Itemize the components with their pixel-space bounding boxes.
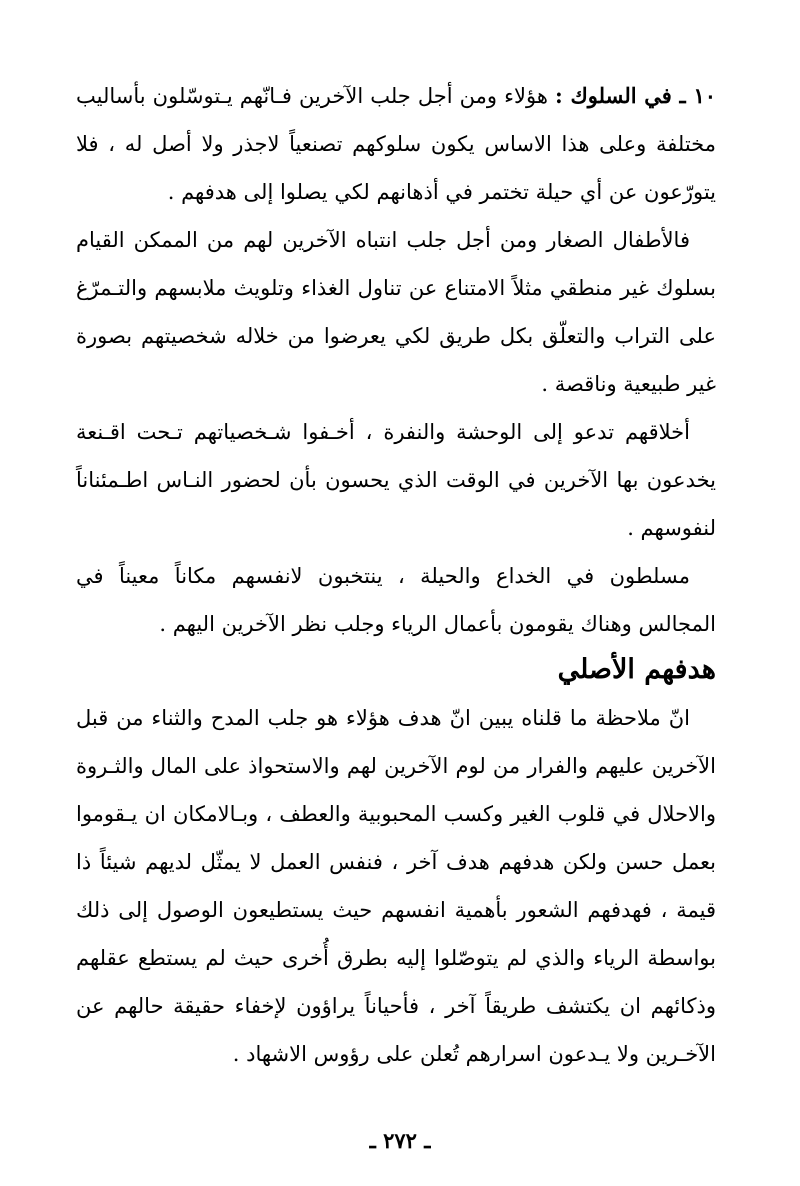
section-2-paragraph: انّ ملاحظة ما قلناه يبين انّ هدف هؤلاء هو جلب المدح والثناء من قبل الآخرين عليهم والفرار من لوم الآخرين لهم والاستحواذ على المال والثـروة والاحلال في قلوب الغير وكسب المحبوبية والعطف ، وبـالامكان ان يـقوموا بعمل حسن ولكن هدفهم هدف آخر ، فنفس العمل لا يمثّل لديهم شيئاً ذا قيمة ، فهدفهم الشعور بأهمية انفسهم حيث يستطيعون الوصول إلى ذلك بواسطة الرياء والذي لم يتوصّلوا إليه بطرق أُخرى حيث لم يستطع عقلهم وذكائهم ان يكتشف طريقاً آخر ، فأحياناً يراؤون لإخفاء حقيقة حالهم عن الآخـرين ولا يـدعون اسرارهم تُعلن على رؤوس الاشهاد . xyxy=(76,706,716,1066)
section-title: في السلوك : xyxy=(555,83,672,108)
section-1-paragraph-2: فالأطفال الصغار ومن أجل جلب انتباه الآخرين لهم من الممكن القيام بسلوك غير منطقي مثلاً الامتناع عن تناول الغذاء وتلويث ملابسهم والتـمرّغ على التراب والتعلّق بكل طريق لكي يعرضوا من خلاله شخصيتهم بصورة غير طبيعية وناقصة . xyxy=(76,228,717,396)
section-number: ١٠ ـ xyxy=(671,83,716,108)
paragraph-text: هؤلاء ومن أجل جلب الآخرين فـانّهم يـتوسّلون بأساليب مختلفة وعلى هذا الاساس يكون سلوكهم تصنعياً لاجذر ولا أصل له ، فلا يتورّعون عن أي حيلة تختمر في أذهانهم لكي يصلوا إلى هدفهم . xyxy=(76,84,716,204)
section-1-text xyxy=(76,72,716,648)
page-number: ـ ٢٧٢ ـ xyxy=(369,1128,431,1153)
section-1-paragraph-4: مسلطون في الخداع والحيلة ، ينتخبون لانفسهم مكاناً معيناً في المجالس وهناك يقومون بأعمال الرياء وجلب نظر الآخرين اليهم . xyxy=(76,564,716,636)
section-1-paragraph-1 xyxy=(76,72,716,216)
section-2-text xyxy=(76,694,716,1078)
section-heading: هدفهم الأصلي xyxy=(557,654,716,685)
section-1-paragraph-3: أخلاقهم تدعو إلى الوحشة والنفرة ، أخـفوا شـخصياتهم تـحت اقـنعة يخدعون بها الآخرين في الوقت الذي يحسون بأن لحضور النـاس اطـمئناناً لنفوسهم . xyxy=(76,420,716,540)
